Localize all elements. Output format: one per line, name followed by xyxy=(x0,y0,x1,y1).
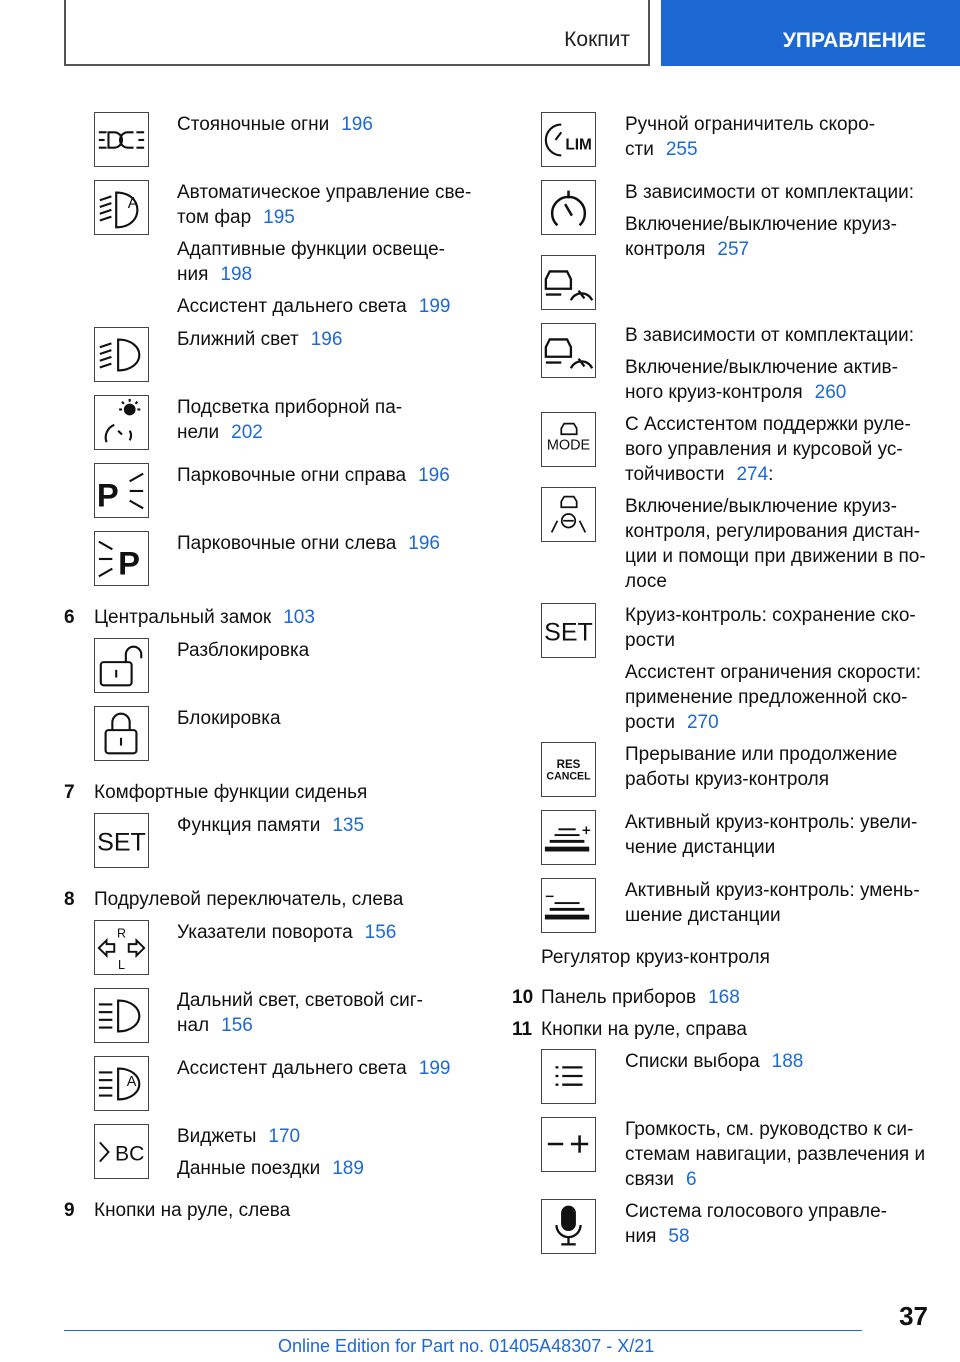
widgets-label: Виджеты xyxy=(177,1126,257,1147)
speed-limiter-page-link[interactable]: 255 xyxy=(665,139,698,160)
cruise-distance-label-2: контроля, регулирования дистан- xyxy=(625,521,921,542)
high-beam-page-link[interactable]: 156 xyxy=(221,1015,253,1036)
item-6-text xyxy=(94,605,315,630)
svg-text:RES: RES xyxy=(556,759,581,772)
distance-increase-icon xyxy=(541,810,596,865)
item-7-number: 7 xyxy=(64,782,75,803)
volume-page-link[interactable]: 6 xyxy=(686,1169,697,1190)
high-beam-icon xyxy=(94,988,149,1043)
lists-text xyxy=(625,1049,803,1074)
high-beam-label-1: Дальний свет, световой сиг- xyxy=(177,990,423,1011)
high-beam-assist-page-link-2[interactable]: 199 xyxy=(418,1058,451,1079)
item-9-label: Кнопки на руле, слева xyxy=(94,1200,291,1221)
volume-plus-minus-icon xyxy=(541,1117,596,1172)
speed-limit-assist-label-2: применение предложенной ско- xyxy=(625,687,908,708)
parking-right-icon xyxy=(94,463,149,518)
item-10-label: Панель приборов xyxy=(541,987,697,1008)
speed-limiter-icon xyxy=(541,112,596,167)
volume-label-3: связи xyxy=(625,1169,674,1190)
high-beam-text xyxy=(177,988,423,1038)
high-beam-assist-icon xyxy=(94,1056,149,1111)
speed-limit-assist-page-link[interactable]: 270 xyxy=(686,712,719,733)
cruise-distance-label-3: ции и помощи при движении в по- xyxy=(625,546,926,567)
set-speed-label-1: Круиз-контроль: сохранение ско- xyxy=(625,605,916,626)
voice-text xyxy=(625,1199,887,1249)
low-beam-icon xyxy=(94,327,149,382)
acc-onoff-page-link[interactable]: 260 xyxy=(814,382,847,403)
parking-left-icon xyxy=(94,531,149,586)
distance-increase-label-1: Активный круиз-контроль: увели- xyxy=(625,812,918,833)
driving-assist-icon xyxy=(541,487,596,542)
steering-assist-label-1: С Ассистентом поддержки руле- xyxy=(625,414,911,435)
resume-label-1: Прерывание или продолжение xyxy=(625,744,898,765)
memory-text xyxy=(177,813,364,838)
trip-data-text xyxy=(177,1156,364,1181)
panel-lighting-label-2: нели xyxy=(177,422,220,443)
low-beam-text xyxy=(177,327,342,352)
cruise-regulator-caption: Регулятор круиз-контроля xyxy=(541,947,770,968)
cruise-distance-label-1: Включение/выключение круиз- xyxy=(625,496,897,517)
svg-text:LIM: LIM xyxy=(565,136,592,154)
high-beam-assist-page-link-1[interactable]: 199 xyxy=(418,296,451,317)
svg-text:P: P xyxy=(118,544,140,582)
svg-text:CANCEL: CANCEL xyxy=(546,770,591,783)
item-10-text xyxy=(541,985,740,1010)
memory-set-icon xyxy=(94,813,149,868)
active-cruise-icon-2 xyxy=(541,323,596,378)
cruise-onoff-page-link[interactable]: 257 xyxy=(717,239,750,260)
adaptive-light-page-link[interactable]: 198 xyxy=(220,264,253,285)
volume-label-2: стемам навигации, развлечения и xyxy=(625,1144,926,1165)
footer-divider xyxy=(64,1330,862,1331)
voice-label-1: Система голосового управле- xyxy=(625,1201,887,1222)
turn-signal-text xyxy=(177,920,396,945)
item-10-page-link[interactable]: 168 xyxy=(708,987,740,1008)
header-section-box xyxy=(64,0,650,66)
svg-text:A: A xyxy=(127,194,139,212)
lists-page-link[interactable]: 188 xyxy=(771,1051,804,1072)
cruise-distance-label-4: лосе xyxy=(625,571,667,592)
set-speed-text xyxy=(625,603,916,653)
unlock-text: Разблокировка xyxy=(177,640,310,661)
volume-label-1: Громкость, см. руководство к си- xyxy=(625,1119,914,1140)
svg-text:MODE: MODE xyxy=(546,437,591,454)
svg-text:SET: SET xyxy=(544,618,593,647)
parking-lights-page-link[interactable]: 196 xyxy=(341,114,373,135)
high-beam-assist-text-2 xyxy=(177,1056,450,1081)
panel-lighting-label-1: Подсветка приборной па- xyxy=(177,397,403,418)
parking-left-text xyxy=(177,531,440,556)
parking-lights-icon xyxy=(94,112,149,167)
high-beam-assist-label-1: Ассистент дальнего света xyxy=(177,296,407,317)
resume-label-2: работы круиз-контроля xyxy=(625,769,829,790)
item-10-number: 10 xyxy=(512,987,534,1008)
item-11-number: 11 xyxy=(512,1019,533,1040)
voice-label-2: ния xyxy=(625,1226,657,1247)
lock-icon xyxy=(94,706,149,761)
adaptive-light-label-2: ния xyxy=(177,264,209,285)
distance-decrease-label-2: шение дистанции xyxy=(625,905,781,926)
parking-lights-label: Стояночные огни xyxy=(177,114,330,135)
distance-decrease-label-1: Активный круиз-контроль: умень- xyxy=(625,880,920,901)
bc-button-icon xyxy=(94,1124,149,1179)
turn-signal-icon xyxy=(94,920,149,975)
auto-headlight-text xyxy=(177,180,471,230)
speed-limiter-label-1: Ручной ограничитель скоро- xyxy=(625,114,876,135)
adaptive-light-text xyxy=(177,237,445,287)
parking-lights-text xyxy=(177,112,373,137)
microphone-icon xyxy=(541,1199,596,1254)
item-8-number: 8 xyxy=(64,889,75,910)
lock-text: Блокировка xyxy=(177,708,281,729)
item-11-label: Кнопки на руле, справа xyxy=(541,1019,747,1040)
memory-label: Функция памяти xyxy=(177,815,321,836)
set-speed-label-2: рости xyxy=(625,630,675,651)
item-6-label: Центральный замок xyxy=(94,607,272,628)
cruise-onoff-label-2: контроля xyxy=(625,239,706,260)
widgets-page-link[interactable]: 170 xyxy=(268,1126,301,1147)
header-section-title: Кокпит xyxy=(564,28,630,51)
svg-text:P: P xyxy=(96,476,119,514)
auto-headlight-label-1: Автоматическое управление све- xyxy=(177,182,472,203)
resume-text xyxy=(625,742,897,792)
speed-limit-assist-text xyxy=(625,660,921,735)
steering-assist-page-link[interactable]: 274 xyxy=(736,464,769,485)
distance-increase-label-2: чение дистанции xyxy=(625,837,776,858)
item-6-number: 6 xyxy=(64,607,75,628)
parking-left-page-link[interactable]: 196 xyxy=(408,533,440,554)
list-icon xyxy=(541,1049,596,1104)
item-8-label: Подрулевой переключатель, слева xyxy=(94,889,404,910)
memory-page-link[interactable]: 135 xyxy=(332,815,365,836)
cruise-control-icon xyxy=(541,180,596,235)
auto-headlight-label-2: том фар xyxy=(177,207,252,228)
steering-assist-text xyxy=(625,412,911,487)
speed-limit-assist-label-1: Ассистент ограничения скорости: xyxy=(625,662,922,683)
adaptive-light-label-1: Адаптивные функции освеще- xyxy=(177,239,445,260)
res-cancel-icon xyxy=(541,742,596,797)
unlock-icon xyxy=(94,638,149,693)
panel-lighting-icon xyxy=(94,395,149,450)
lists-label: Списки выбора xyxy=(625,1051,760,1072)
panel-lighting-page-link[interactable]: 202 xyxy=(231,422,263,443)
equipment-note-1: В зависимости от комплектации: xyxy=(625,182,914,203)
auto-headlight-icon xyxy=(94,180,149,235)
distance-increase-text xyxy=(625,810,917,860)
trip-data-label: Данные поездки xyxy=(177,1158,321,1179)
parking-left-label: Парковочные огни слева xyxy=(177,533,397,554)
cruise-set-icon xyxy=(541,603,596,658)
distance-decrease-text xyxy=(625,878,920,928)
item-6-page-link[interactable]: 103 xyxy=(283,607,315,628)
mode-button-icon xyxy=(541,412,596,467)
low-beam-label: Ближний свет xyxy=(177,329,299,350)
speed-limit-assist-label-3: рости xyxy=(625,712,675,733)
acc-onoff-label-1: Включение/выключение актив- xyxy=(625,357,898,378)
cruise-onoff-label-1: Включение/выключение круиз- xyxy=(625,214,897,235)
steering-assist-label-3: тойчивости xyxy=(625,464,725,485)
widgets-text xyxy=(177,1124,300,1149)
cruise-onoff-text xyxy=(625,212,897,262)
acc-onoff-text xyxy=(625,355,898,405)
parking-right-page-link[interactable]: 196 xyxy=(418,465,450,486)
turn-signal-page-link[interactable]: 156 xyxy=(364,922,397,943)
equipment-note-2: В зависимости от комплектации: xyxy=(625,325,914,346)
page-number: 37 xyxy=(899,1301,928,1331)
header-chapter-title: УПРАВЛЕНИЕ xyxy=(782,29,926,52)
voice-page-link[interactable]: 58 xyxy=(668,1226,690,1247)
turn-signal-label: Указатели поворота xyxy=(177,922,353,943)
volume-text xyxy=(625,1117,925,1192)
low-beam-page-link[interactable]: 196 xyxy=(310,329,343,350)
auto-headlight-page-link[interactable]: 195 xyxy=(263,207,295,228)
item-9-number: 9 xyxy=(64,1200,75,1221)
panel-lighting-text xyxy=(177,395,402,445)
svg-text:L: L xyxy=(118,958,125,973)
parking-right-label: Парковочные огни справа xyxy=(177,465,407,486)
trip-data-page-link[interactable]: 189 xyxy=(332,1158,364,1179)
steering-assist-label-2: вого управления и курсовой ус- xyxy=(625,439,903,460)
high-beam-label-2: нал xyxy=(177,1015,210,1036)
high-beam-assist-label-2: Ассистент дальнего света xyxy=(177,1058,407,1079)
high-beam-assist-text-1 xyxy=(177,294,450,319)
footer-edition: Online Edition for Part no. 01405A48307 - X/21 xyxy=(278,1336,655,1356)
svg-text:SET: SET xyxy=(97,828,146,857)
speed-limiter-text xyxy=(625,112,875,162)
steering-assist-suffix: : xyxy=(768,464,774,485)
distance-decrease-icon xyxy=(541,878,596,933)
header-chapter-tab xyxy=(661,0,960,66)
svg-text:R: R xyxy=(116,926,127,941)
cruise-distance-text xyxy=(625,494,926,594)
svg-text:A: A xyxy=(126,1073,137,1090)
speed-limiter-label-2: сти xyxy=(625,139,654,160)
item-7-label: Комфортные функции сиденья xyxy=(94,782,368,803)
active-cruise-icon-1 xyxy=(541,255,596,310)
acc-onoff-label-2: ного круиз-контроля xyxy=(625,382,803,403)
parking-right-text xyxy=(177,463,450,488)
svg-text:BC: BC xyxy=(114,1142,145,1166)
